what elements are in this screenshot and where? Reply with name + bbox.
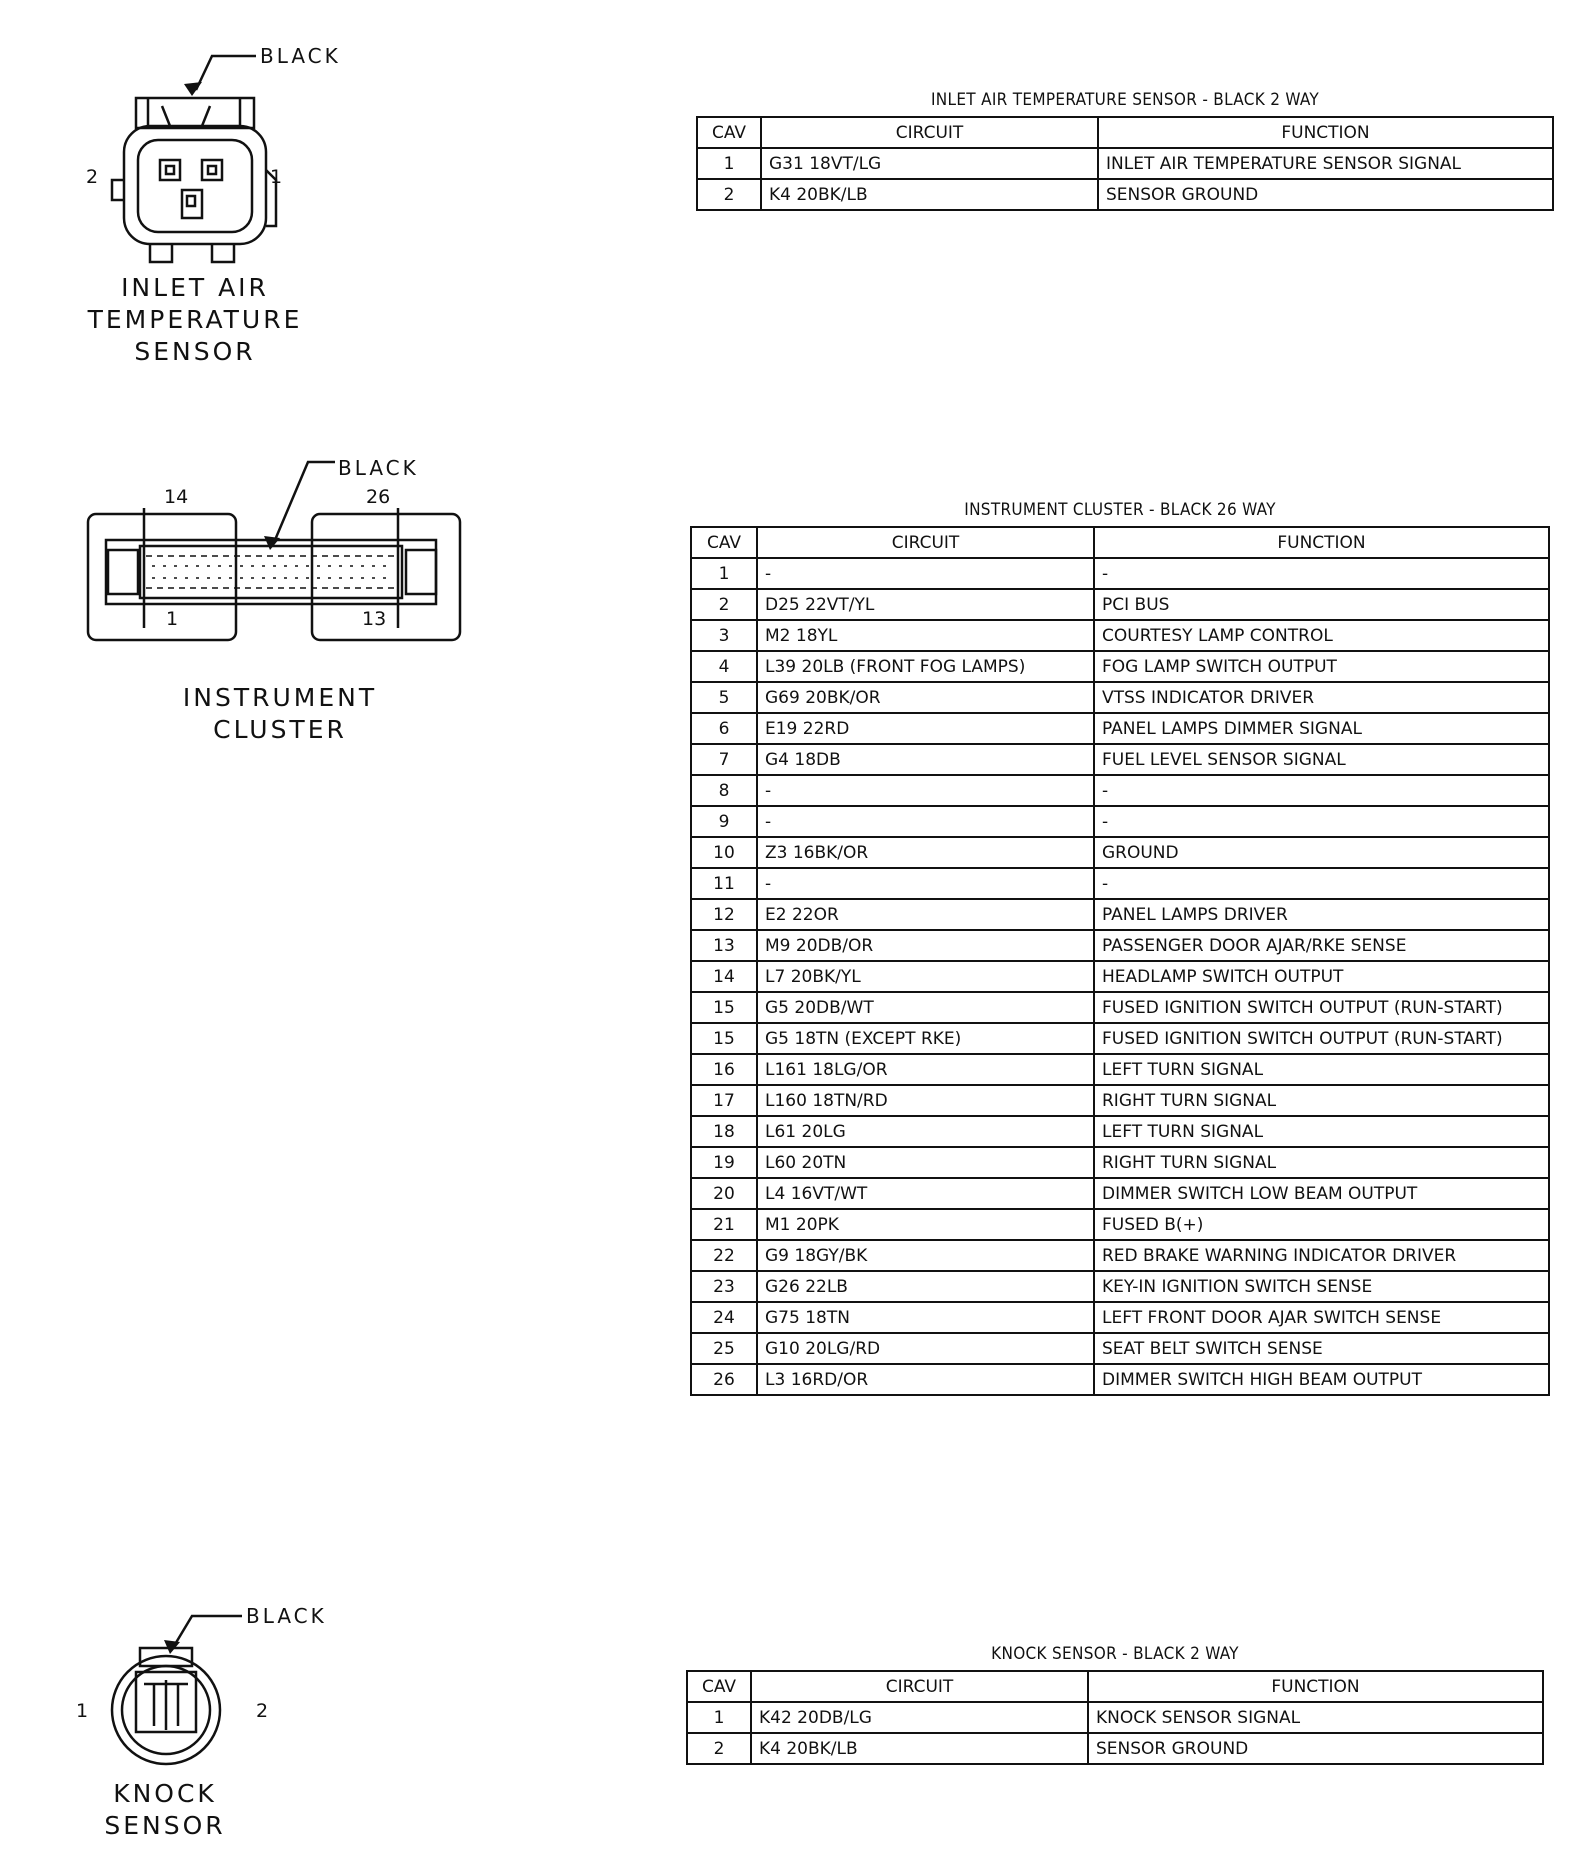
function-cell: RED BRAKE WARNING INDICATOR DRIVER (1094, 1240, 1549, 1271)
function-cell: PANEL LAMPS DRIVER (1094, 899, 1549, 930)
function-cell: LEFT TURN SIGNAL (1094, 1116, 1549, 1147)
function-cell: DIMMER SWITCH LOW BEAM OUTPUT (1094, 1178, 1549, 1209)
table-row (691, 1085, 1549, 1116)
function-cell: PASSENGER DOOR AJAR/RKE SENSE (1094, 930, 1549, 961)
cav-cell: 24 (691, 1302, 757, 1333)
table-row (691, 868, 1549, 899)
circuit-cell: K4 20BK/LB (751, 1733, 1088, 1764)
cav-cell: 21 (691, 1209, 757, 1240)
instrument-cluster-table-title: INSTRUMENT CLUSTER - BLACK 26 WAY (964, 500, 1276, 520)
cav-cell: 13 (691, 930, 757, 961)
cav-cell: 1 (691, 558, 757, 589)
function-cell: FUSED IGNITION SWITCH OUTPUT (RUN-START) (1094, 992, 1549, 1023)
function-cell: - (1094, 868, 1549, 899)
cav-cell: 19 (691, 1147, 757, 1178)
table-row (691, 558, 1549, 589)
table-header-row (687, 1671, 1543, 1702)
table-row (687, 1702, 1543, 1733)
instrument-cluster-pinout-block (690, 500, 1550, 1396)
cav-cell: 16 (691, 1054, 757, 1085)
arrow-icon (264, 536, 280, 550)
table-row (691, 1023, 1549, 1054)
instrument-cluster-pin-1: 1 (166, 608, 179, 630)
circuit-cell: L7 20BK/YL (757, 961, 1094, 992)
cav-cell: 15 (691, 1023, 757, 1054)
header-function: FUNCTION (1094, 527, 1549, 558)
cav-cell: 18 (691, 1116, 757, 1147)
function-cell: FUSED IGNITION SWITCH OUTPUT (RUN-START) (1094, 1023, 1549, 1054)
cav-cell: 25 (691, 1333, 757, 1364)
table-row (691, 899, 1549, 930)
inlet-air-connector-drawing (80, 40, 340, 280)
circuit-cell: G31 18VT/LG (761, 148, 1098, 179)
function-cell: LEFT TURN SIGNAL (1094, 1054, 1549, 1085)
function-cell: FOG LAMP SWITCH OUTPUT (1094, 651, 1549, 682)
function-cell: SENSOR GROUND (1088, 1733, 1543, 1764)
circuit-cell: G69 20BK/OR (757, 682, 1094, 713)
caption-line: INSTRUMENT (182, 683, 378, 712)
cav-cell: 15 (691, 992, 757, 1023)
cav-cell: 26 (691, 1364, 757, 1395)
table-row (691, 930, 1549, 961)
circuit-cell: L4 16VT/WT (757, 1178, 1094, 1209)
function-cell: - (1094, 775, 1549, 806)
instrument-cluster-table-body (691, 558, 1549, 1395)
caption-line: SENSOR (104, 1811, 226, 1840)
knock-sensor-pin-1: 1 (76, 1700, 89, 1722)
caption-line: SENSOR (134, 337, 256, 366)
circuit-cell: E19 22RD (757, 713, 1094, 744)
circuit-cell: L161 18LG/OR (757, 1054, 1094, 1085)
table-row (691, 1333, 1549, 1364)
header-circuit: CIRCUIT (761, 117, 1098, 148)
table-row (691, 1178, 1549, 1209)
cav-cell: 4 (691, 651, 757, 682)
circuit-cell: G5 20DB/WT (757, 992, 1094, 1023)
header-circuit: CIRCUIT (757, 527, 1094, 558)
cav-cell: 11 (691, 868, 757, 899)
arrow-icon (184, 82, 202, 96)
instrument-cluster-pin-14: 14 (164, 486, 189, 508)
knock-sensor-table-title: KNOCK SENSOR - BLACK 2 WAY (991, 1644, 1239, 1664)
circuit-cell: - (757, 806, 1094, 837)
inlet-air-table-body (697, 148, 1553, 210)
header-cav: CAV (687, 1671, 751, 1702)
instrument-cluster-caption (150, 682, 410, 746)
circuit-cell: L61 20LG (757, 1116, 1094, 1147)
cav-cell: 2 (697, 179, 761, 210)
table-row (691, 682, 1549, 713)
function-cell: FUSED B(+) (1094, 1209, 1549, 1240)
header-function: FUNCTION (1088, 1671, 1543, 1702)
knock-sensor-pinout-table (686, 1670, 1544, 1765)
knock-sensor-table-body (687, 1702, 1543, 1764)
circuit-cell: K4 20BK/LB (761, 179, 1098, 210)
instrument-cluster-pin-13: 13 (362, 608, 387, 630)
function-cell: SEAT BELT SWITCH SENSE (1094, 1333, 1549, 1364)
table-row (687, 1733, 1543, 1764)
table-row (691, 1364, 1549, 1395)
instrument-cluster-pinout-table (690, 526, 1550, 1396)
inlet-air-table-title: INLET AIR TEMPERATURE SENSOR - BLACK 2 WAY (930, 90, 1319, 110)
table-row (691, 1302, 1549, 1333)
cav-cell: 20 (691, 1178, 757, 1209)
circuit-cell: M2 18YL (757, 620, 1094, 651)
inlet-air-pin-2: 2 (86, 166, 99, 188)
function-cell: - (1094, 558, 1549, 589)
circuit-cell: G9 18GY/BK (757, 1240, 1094, 1271)
caption-line: INLET AIR (121, 273, 269, 302)
table-row (697, 179, 1553, 210)
table-row (691, 775, 1549, 806)
table-row (691, 992, 1549, 1023)
knock-sensor-pinout-block (686, 1644, 1544, 1765)
caption-line: KNOCK (113, 1779, 217, 1808)
function-cell: - (1094, 806, 1549, 837)
function-cell: RIGHT TURN SIGNAL (1094, 1147, 1549, 1178)
knock-sensor-wire-color: BLACK (246, 1604, 327, 1628)
function-cell: KNOCK SENSOR SIGNAL (1088, 1702, 1543, 1733)
cav-cell: 1 (697, 148, 761, 179)
function-cell: DIMMER SWITCH HIGH BEAM OUTPUT (1094, 1364, 1549, 1395)
table-row (691, 837, 1549, 868)
circuit-cell: - (757, 868, 1094, 899)
cav-cell: 3 (691, 620, 757, 651)
circuit-cell: - (757, 558, 1094, 589)
function-cell: COURTESY LAMP CONTROL (1094, 620, 1549, 651)
table-row (691, 713, 1549, 744)
function-cell: SENSOR GROUND (1098, 179, 1553, 210)
header-cav: CAV (691, 527, 757, 558)
inlet-air-pinout-block (696, 90, 1554, 211)
circuit-cell: - (757, 775, 1094, 806)
function-cell: VTSS INDICATOR DRIVER (1094, 682, 1549, 713)
cav-cell: 17 (691, 1085, 757, 1116)
cav-cell: 23 (691, 1271, 757, 1302)
circuit-cell: E2 22OR (757, 899, 1094, 930)
circuit-cell: M9 20DB/OR (757, 930, 1094, 961)
cav-cell: 14 (691, 961, 757, 992)
cav-cell: 9 (691, 806, 757, 837)
table-row (691, 651, 1549, 682)
circuit-cell: L3 16RD/OR (757, 1364, 1094, 1395)
circuit-cell: G26 22LB (757, 1271, 1094, 1302)
function-cell: PANEL LAMPS DIMMER SIGNAL (1094, 713, 1549, 744)
circuit-cell: L160 18TN/RD (757, 1085, 1094, 1116)
function-cell: GROUND (1094, 837, 1549, 868)
inlet-air-wire-color: BLACK (260, 44, 341, 68)
cav-cell: 2 (691, 589, 757, 620)
inlet-air-sensor-diagram (80, 40, 340, 380)
instrument-cluster-connector-drawing (80, 450, 480, 650)
function-cell: PCI BUS (1094, 589, 1549, 620)
table-row (691, 1271, 1549, 1302)
knock-sensor-diagram (70, 1600, 350, 1840)
inlet-air-caption (80, 272, 310, 368)
circuit-cell: G75 18TN (757, 1302, 1094, 1333)
function-cell: KEY-IN IGNITION SWITCH SENSE (1094, 1271, 1549, 1302)
header-function: FUNCTION (1098, 117, 1553, 148)
header-circuit: CIRCUIT (751, 1671, 1088, 1702)
table-row (691, 620, 1549, 651)
cav-cell: 6 (691, 713, 757, 744)
table-row (691, 806, 1549, 837)
function-cell: LEFT FRONT DOOR AJAR SWITCH SENSE (1094, 1302, 1549, 1333)
caption-line: TEMPERATURE (87, 305, 303, 334)
function-cell: HEADLAMP SWITCH OUTPUT (1094, 961, 1549, 992)
table-header-row (697, 117, 1553, 148)
circuit-cell: Z3 16BK/OR (757, 837, 1094, 868)
circuit-cell: K42 20DB/LG (751, 1702, 1088, 1733)
cav-cell: 12 (691, 899, 757, 930)
cav-cell: 8 (691, 775, 757, 806)
function-cell: RIGHT TURN SIGNAL (1094, 1085, 1549, 1116)
caption-line: CLUSTER (213, 715, 347, 744)
circuit-cell: L39 20LB (FRONT FOG LAMPS) (757, 651, 1094, 682)
header-cav: CAV (697, 117, 761, 148)
circuit-cell: G10 20LG/RD (757, 1333, 1094, 1364)
cav-cell: 7 (691, 744, 757, 775)
function-cell: FUEL LEVEL SENSOR SIGNAL (1094, 744, 1549, 775)
table-row (691, 1240, 1549, 1271)
table-row (691, 744, 1549, 775)
knock-sensor-caption (90, 1778, 240, 1842)
table-header-row (691, 527, 1549, 558)
table-row (691, 1054, 1549, 1085)
cav-cell: 22 (691, 1240, 757, 1271)
function-cell: INLET AIR TEMPERATURE SENSOR SIGNAL (1098, 148, 1553, 179)
table-row (691, 1147, 1549, 1178)
knock-sensor-pin-2: 2 (256, 1700, 269, 1722)
circuit-cell: G5 18TN (EXCEPT RKE) (757, 1023, 1094, 1054)
table-row (691, 1209, 1549, 1240)
cav-cell: 10 (691, 837, 757, 868)
instrument-cluster-diagram (80, 450, 480, 750)
inlet-air-pin-1: 1 (270, 166, 283, 188)
circuit-cell: L60 20TN (757, 1147, 1094, 1178)
inlet-air-pinout-table (696, 116, 1554, 211)
circuit-cell: G4 18DB (757, 744, 1094, 775)
instrument-cluster-wire-color: BLACK (338, 456, 419, 480)
cav-cell: 2 (687, 1733, 751, 1764)
instrument-cluster-pin-26: 26 (366, 486, 391, 508)
circuit-cell: M1 20PK (757, 1209, 1094, 1240)
table-row (691, 961, 1549, 992)
table-row (697, 148, 1553, 179)
cav-cell: 1 (687, 1702, 751, 1733)
table-row (691, 1116, 1549, 1147)
cav-cell: 5 (691, 682, 757, 713)
table-row (691, 589, 1549, 620)
circuit-cell: D25 22VT/YL (757, 589, 1094, 620)
